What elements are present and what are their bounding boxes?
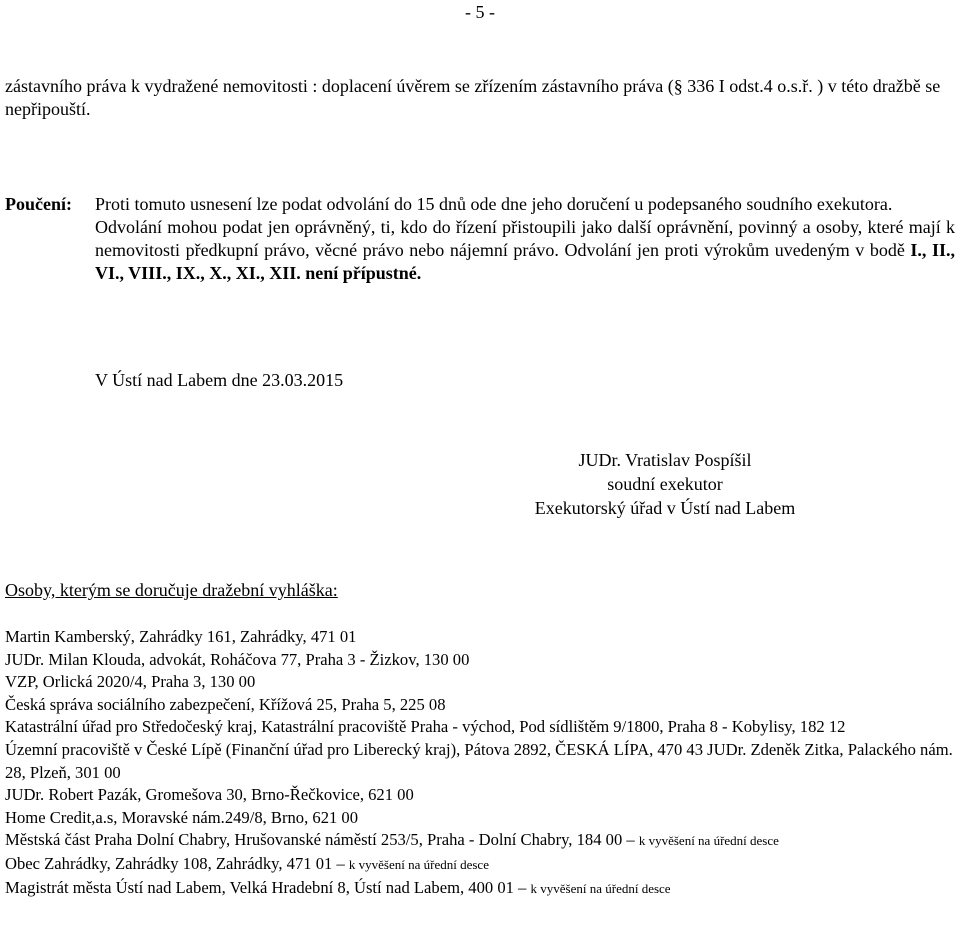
recipient-item [5, 853, 955, 877]
recipient-text: VZP, Orlická 2020/4, Praha 3, 130 00 [5, 672, 256, 692]
instruction-text [95, 193, 955, 285]
recipient-item [5, 739, 955, 784]
recipient-text: Obec Zahrádky, Zahrádky 108, Zahrádky, 471 01 – [5, 853, 349, 873]
recipients-heading: Osoby, kterým se doručuje dražební vyhláška: [5, 580, 338, 600]
recipient-text: Martin Kamberský, Zahrádky 161, Zahrádky, 471 01 [5, 627, 357, 646]
recipient-item [5, 716, 955, 739]
recipient-item [5, 807, 955, 830]
recipients-list [5, 626, 955, 900]
recipient-note: k vyvěšení na úřední desce [348, 856, 489, 872]
signature-role: soudní exekutor [607, 474, 723, 494]
recipient-item [5, 784, 955, 807]
recipient-text: JUDr. Robert Pazák, Gromešova 30, Brno-Řečkovice, 621 00 [5, 785, 414, 805]
recipient-item [5, 694, 955, 717]
signature-office: Exekutorský úřad v Ústí nad Labem [534, 498, 796, 518]
recipient-note: k vyvěšení na úřední desce [530, 880, 671, 896]
recipient-item [5, 649, 955, 672]
recipient-item [5, 877, 955, 901]
recipient-text: Home Credit,a.s, Moravské nám.249/8, Brno, 621 00 [5, 807, 359, 827]
instruction-paragraph-2-bold: I., II., VI., VIII., IX., X., XI., XII. není přípustné. [95, 240, 956, 283]
signature-name: JUDr. Vratislav Pospíšil [578, 450, 752, 470]
recipient-item [5, 671, 955, 694]
recipient-item [5, 829, 955, 853]
recipient-text: Katastrální úřad pro Středočeský kraj, Katastrální pracoviště Praha - východ, Pod sídlištěm 9/1800, Praha 8 - Kobylisy, 182 12 [5, 717, 846, 737]
place-and-date: V Ústí nad Labem dne 23.03.2015 [95, 370, 344, 390]
recipient-text: Městská část Praha Dolní Chabry, Hrušovanské náměstí 253/5, Praha - Dolní Chabry, 184 00 – [5, 830, 639, 850]
recipient-item [5, 626, 955, 649]
instruction-paragraph-2-text: Odvolání mohou podat jen oprávněný, ti, kdo do řízení přistoupili jako další oprávnění, povinný a osoby, které mají k nemovitosti předkupní právo, věcné právo nebo nájemní právo. Odvolání jen proti výrokům uvedeným v bodě [95, 217, 955, 260]
instruction-paragraph-2 [95, 216, 955, 285]
instruction-label: Poučení: [5, 194, 72, 214]
recipient-text: JUDr. Milan Klouda, advokát, Roháčova 77, Praha 3 - Žizkov, 130 00 [5, 649, 470, 669]
intro-paragraph: zástavního práva k vydražené nemovitosti : doplacení úvěrem se zřízením zástavního práva (§ 336 I odst.4 o.s.ř. ) v této dražbě se nepřipouští. [5, 76, 941, 119]
recipient-text: Magistrát města Ústí nad Labem, Velká Hradební 8, Ústí nad Labem, 400 01 – [5, 877, 531, 897]
instruction-paragraph-1: Proti tomuto usnesení lze podat odvolání do 15 dnů ode dne jeho doručení u podepsaného soudního exekutora. [95, 194, 893, 214]
instruction-section [5, 193, 955, 285]
recipient-text: Územní pracoviště v České Lípě (Finanční úřad pro Liberecký kraj), Pátova 2892, ČESKÁ LÍPA, 470 43 JUDr. Zdeněk Zitka, Palackého nám. 28, Plzeň, 301 00 [5, 739, 953, 782]
page-number: - 5 - [465, 2, 495, 22]
signature-block [460, 448, 870, 520]
recipient-text: Česká správa sociálního zabezpečení, Křížová 25, Praha 5, 225 08 [5, 694, 446, 714]
recipient-note: k vyvěšení na úřední desce [638, 833, 779, 849]
